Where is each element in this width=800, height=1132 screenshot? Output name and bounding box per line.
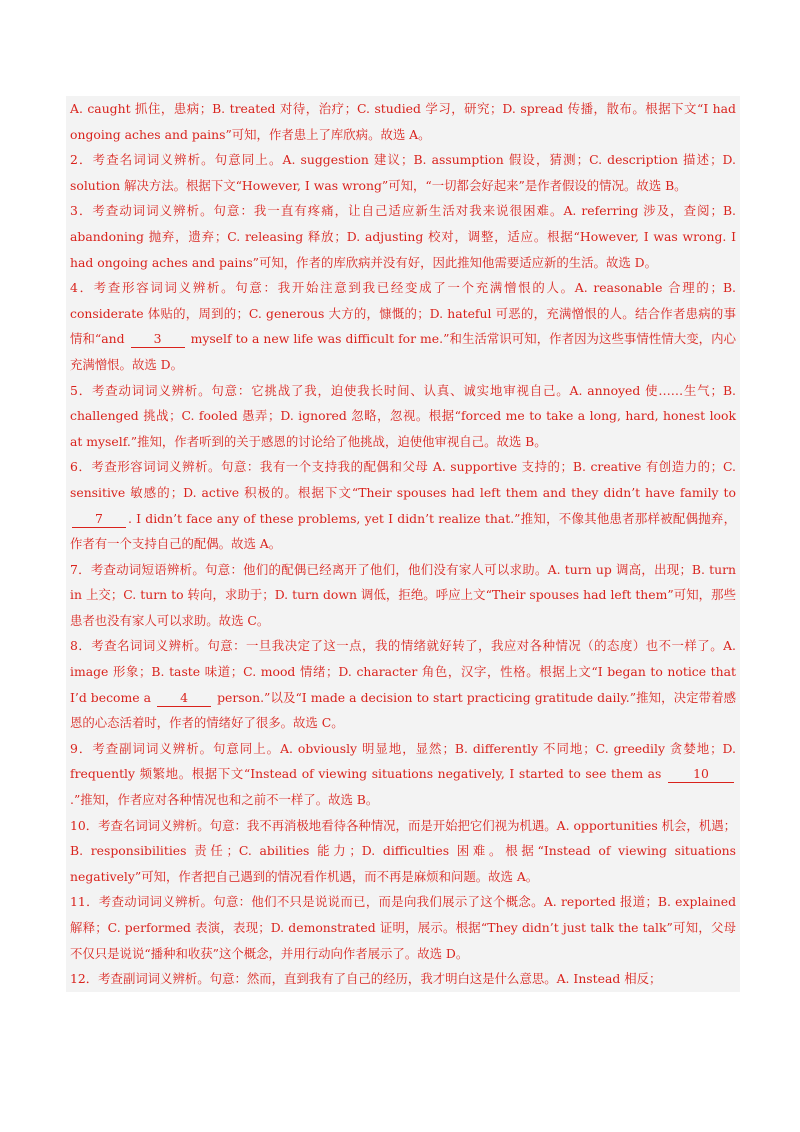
explanation-paragraph: 3．考查动词词义辨析。句意：我一直有疼痛，让自己适应新生活对我来说很困难。A. referring 涉及，查阅；B. abandoning 抛弃，遗弃；C. releasing 释放；D. adjusting 校对，调整，适应。根据“However, I was wrong. I had ongoing aches and pains”可知，作者的库欣病并没有好，因此推知他需要适应新的生活。故选 D。 [70,203,736,270]
paragraph-text: 8．考查名词词义辨析。句意：一旦我决定了这一点，我的情绪就好转了，我应对各种情况（的态度）也不一样了。A. image 形象；B. taste 味道；C. mood 情绪；D. character 角色，汉字，性格。根据上文“I began to notice that I’d become a [70,638,736,705]
answer-explanations [66,96,740,992]
paragraph-text: .”推知，作者应对各种情况也和之前不一样了。故选 B。 [70,792,379,808]
explanation-paragraph: 5．考查动词词义辨析。句意：它挑战了我，迫使我长时间、认真、诚实地审视自己。A. annoyed 使……生气；B. challenged 挑战；C. fooled 愚弄；D. ignored 忽略，忽视。根据“forced me to take a long, hard, honest look at myself.”推知，作者听到的关于感恩的讨论给了他挑战，迫使他审视自己。故选 B。 [70,382,736,449]
paragraph-text: 9．考查副词词义辨析。句意同上。A. obviously 明显地，显然；B. differently 不同地；C. greedily 贪婪地；D. frequently 频繁地。根据下文“Instead of viewing situations negatively, I started to see them as [70,740,736,782]
explanation-paragraph [70,454,736,556]
blank-number: 10 [668,766,734,783]
paragraph-text: 4．考查形容词词义辨析。句意：我开始注意到我已经变成了一个充满憎恨的人。A. reasonable 合理的；B. considerate 体贴的，周到的；C. generous 大方的，慷慨的；D. hateful 可恶的，充满憎恨的人。结合作者患病的事情和“and [70,280,736,347]
paragraph-text: myself to a new life was difficult for me.”和生活常识可知，作者因为这些事情性情大变，内心充满憎恨。故选 D。 [70,331,736,372]
paragraph-text: . I didn’t face any of these problems, yet I didn’t realize that.”推知，不像其他患者那样被配偶抛弃，作者有一个支持自己的配偶。故选 A。 [70,510,736,552]
explanation-paragraph: A. caught 抓住，患病；B. treated 对待，治疗；C. studied 学习，研究；D. spread 传播，散布。根据下文“I had ongoing aches and pains”可知，作者患上了库欣病。故选 A。 [70,101,736,142]
explanation-paragraph [70,633,736,735]
paragraph-text: person.”以及“I made a decision to start practicing gratitude daily.”推知，决定带着感恩的心态活着时，作者的情绪好了很多。故选 C。 [70,689,737,731]
explanation-paragraph: 7．考查动词短语辨析。句意：他们的配偶已经离开了他们，他们没有家人可以求助。A. turn up 调高，出现；B. turn in 上交；C. turn to 转向，求助于；D. turn down 调低，拒绝。呼应上文“Their spouses had left them”可知，那些患者也没有家人可以求助。故选 C。 [70,561,736,628]
explanation-paragraph: 12．考查副词词义辨析。句意：然而，直到我有了自己的经历，我才明白这是什么意思。A. Instead 相反； [70,971,662,987]
explanation-paragraph [70,275,736,377]
blank-number: 3 [131,331,185,348]
blank-number: 7 [72,511,126,528]
explanation-paragraph: 10．考查名词词义辨析。句意：我不再消极地看待各种情况，而是开始把它们视为机遇。A. opportunities 机会，机遇；B. responsibilities 责任；C. abilities 能力；D. difficulties 困难。根据“Instead of viewing situations negatively”可知，作者把自己遇到的情况看作机遇，而不再是麻烦和问题。故选 A。 [70,817,736,884]
explanation-paragraph: 11．考查动词词义辨析。句意：他们不只是说说而已，而是向我们展示了这个概念。A. reported 报道；B. explained 解释；C. performed 表演，表现；D. demonstrated 证明，展示。根据“They didn’t just talk the talk”可知，父母不仅只是说说“播种和收获”这个概念，并用行动向作者展示了。故选 D。 [70,894,736,961]
blank-number: 4 [157,690,211,707]
paragraph-text: 6．考查形容词词义辨析。句意：我有一个支持我的配偶和父母 A. supportive 支持的；B. creative 有创造力的；C. sensitive 敏感的；D. active 积极的。根据下文“Their spouses had left them and they didn’t have family to [70,459,736,500]
explanation-paragraph [70,736,736,813]
explanation-paragraph: 2．考查名词词义辨析。句意同上。A. suggestion 建议；B. assumption 假设，猜测；C. description 描述；D. solution 解决方法。根据下文“However, I was wrong”可知，“一切都会好起来”是作者假设的情况。故选 B。 [70,152,736,193]
